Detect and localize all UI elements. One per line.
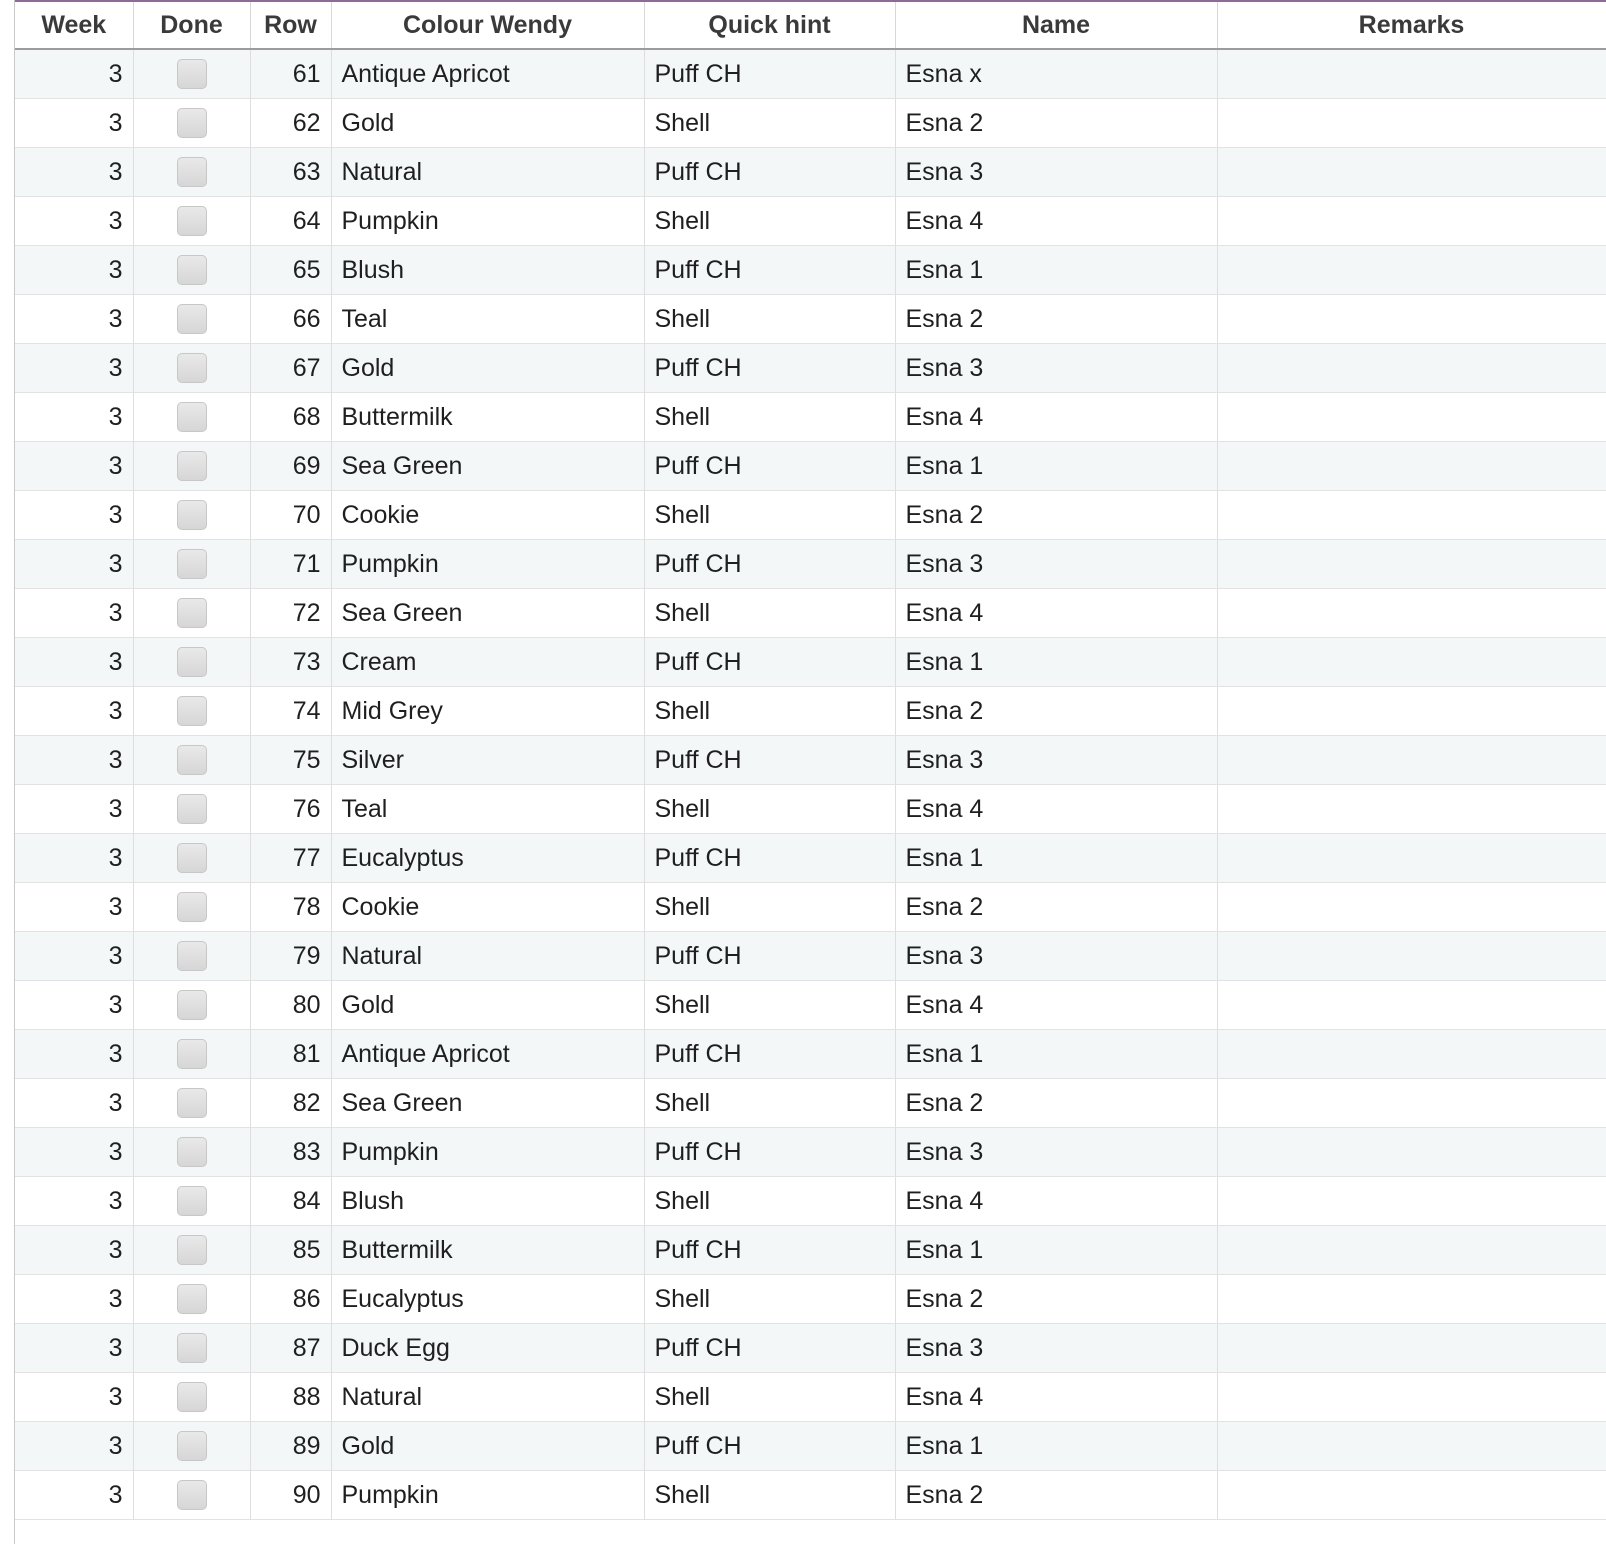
done-cell[interactable] — [133, 295, 250, 344]
colour-cell[interactable]: Buttermilk — [331, 393, 644, 442]
quick-hint-cell[interactable]: Shell — [644, 393, 895, 442]
column-header-name[interactable]: Name — [895, 2, 1217, 49]
name-cell[interactable]: Esna 4 — [895, 981, 1217, 1030]
done-cell[interactable] — [133, 1373, 250, 1422]
week-cell[interactable]: 3 — [15, 736, 133, 785]
done-checkbox[interactable] — [177, 1088, 207, 1118]
week-cell[interactable]: 3 — [15, 932, 133, 981]
name-cell[interactable]: Esna 2 — [895, 295, 1217, 344]
week-cell[interactable]: 3 — [15, 246, 133, 295]
colour-cell[interactable]: Pumpkin — [331, 1471, 644, 1520]
row-number-cell[interactable]: 87 — [250, 1324, 331, 1373]
done-cell[interactable] — [133, 49, 250, 99]
column-header-quick-hint[interactable]: Quick hint — [644, 2, 895, 49]
name-cell[interactable]: Esna 1 — [895, 1422, 1217, 1471]
row-number-cell[interactable]: 69 — [250, 442, 331, 491]
done-checkbox[interactable] — [177, 1235, 207, 1265]
name-cell[interactable]: Esna 4 — [895, 197, 1217, 246]
week-cell[interactable]: 3 — [15, 1079, 133, 1128]
quick-hint-cell[interactable]: Shell — [644, 1177, 895, 1226]
row-number-cell[interactable]: 80 — [250, 981, 331, 1030]
done-checkbox[interactable] — [177, 843, 207, 873]
done-cell[interactable] — [133, 148, 250, 197]
row-number-cell[interactable]: 68 — [250, 393, 331, 442]
name-cell[interactable]: Esna 4 — [895, 589, 1217, 638]
quick-hint-cell[interactable]: Shell — [644, 491, 895, 540]
done-cell[interactable] — [133, 99, 250, 148]
table-row — [15, 148, 1606, 197]
row-number-cell[interactable]: 83 — [250, 1128, 331, 1177]
remarks-cell[interactable] — [1217, 736, 1606, 785]
name-cell[interactable]: Esna 2 — [895, 883, 1217, 932]
week-cell[interactable]: 3 — [15, 148, 133, 197]
colour-cell[interactable]: Cream — [331, 638, 644, 687]
remarks-cell[interactable] — [1217, 344, 1606, 393]
table-row — [15, 197, 1606, 246]
colour-cell[interactable]: Natural — [331, 932, 644, 981]
name-cell[interactable]: Esna 4 — [895, 785, 1217, 834]
week-cell[interactable]: 3 — [15, 785, 133, 834]
done-checkbox[interactable] — [177, 451, 207, 481]
done-checkbox[interactable] — [177, 892, 207, 922]
name-cell[interactable]: Esna 2 — [895, 1471, 1217, 1520]
quick-hint-cell[interactable]: Puff CH — [644, 932, 895, 981]
done-checkbox[interactable] — [177, 598, 207, 628]
quick-hint-cell[interactable]: Shell — [644, 1373, 895, 1422]
week-cell[interactable]: 3 — [15, 1373, 133, 1422]
colour-cell[interactable]: Sea Green — [331, 442, 644, 491]
table-row — [15, 638, 1606, 687]
column-header-week[interactable]: Week — [15, 2, 133, 49]
row-number-cell[interactable]: 72 — [250, 589, 331, 638]
quick-hint-cell[interactable]: Puff CH — [644, 148, 895, 197]
week-cell[interactable]: 3 — [15, 883, 133, 932]
remarks-cell[interactable] — [1217, 589, 1606, 638]
quick-hint-cell[interactable]: Puff CH — [644, 736, 895, 785]
name-cell[interactable]: Esna 2 — [895, 491, 1217, 540]
done-cell[interactable] — [133, 540, 250, 589]
remarks-cell[interactable] — [1217, 540, 1606, 589]
remarks-cell[interactable] — [1217, 1324, 1606, 1373]
colour-cell[interactable]: Gold — [331, 99, 644, 148]
colour-cell[interactable]: Eucalyptus — [331, 834, 644, 883]
table-body — [15, 49, 1606, 1520]
remarks-cell[interactable] — [1217, 1373, 1606, 1422]
done-cell[interactable] — [133, 932, 250, 981]
row-number-cell[interactable]: 64 — [250, 197, 331, 246]
remarks-cell[interactable] — [1217, 638, 1606, 687]
done-cell[interactable] — [133, 687, 250, 736]
column-header-row[interactable]: Row — [250, 2, 331, 49]
remarks-cell[interactable] — [1217, 197, 1606, 246]
done-cell[interactable] — [133, 1128, 250, 1177]
row-number-cell[interactable]: 76 — [250, 785, 331, 834]
done-checkbox[interactable] — [177, 647, 207, 677]
column-header-remarks[interactable]: Remarks — [1217, 2, 1606, 49]
remarks-cell[interactable] — [1217, 246, 1606, 295]
name-cell[interactable]: Esna 4 — [895, 1177, 1217, 1226]
row-number-cell[interactable]: 75 — [250, 736, 331, 785]
table-row — [15, 785, 1606, 834]
done-checkbox[interactable] — [177, 1333, 207, 1363]
week-cell[interactable]: 3 — [15, 1471, 133, 1520]
table-row — [15, 491, 1606, 540]
name-cell[interactable]: Esna 3 — [895, 540, 1217, 589]
row-number-cell[interactable]: 79 — [250, 932, 331, 981]
row-number-cell[interactable]: 67 — [250, 344, 331, 393]
week-cell[interactable]: 3 — [15, 1128, 133, 1177]
colour-cell[interactable]: Natural — [331, 1373, 644, 1422]
table-row — [15, 981, 1606, 1030]
colour-cell[interactable]: Pumpkin — [331, 540, 644, 589]
week-cell[interactable]: 3 — [15, 540, 133, 589]
name-cell[interactable]: Esna 3 — [895, 344, 1217, 393]
week-cell[interactable]: 3 — [15, 1324, 133, 1373]
table-row — [15, 1030, 1606, 1079]
column-header-colour[interactable]: Colour Wendy — [331, 2, 644, 49]
spreadsheet-table — [15, 2, 1606, 1520]
remarks-cell[interactable] — [1217, 393, 1606, 442]
name-cell[interactable]: Esna 3 — [895, 1324, 1217, 1373]
name-cell[interactable]: Esna 2 — [895, 99, 1217, 148]
row-number-cell[interactable]: 86 — [250, 1275, 331, 1324]
remarks-cell[interactable] — [1217, 932, 1606, 981]
week-cell[interactable]: 3 — [15, 491, 133, 540]
colour-cell[interactable]: Buttermilk — [331, 1226, 644, 1275]
done-checkbox[interactable] — [177, 255, 207, 285]
week-cell[interactable]: 3 — [15, 295, 133, 344]
row-number-cell[interactable]: 66 — [250, 295, 331, 344]
table-row — [15, 442, 1606, 491]
table-row — [15, 1226, 1606, 1275]
remarks-cell[interactable] — [1217, 1226, 1606, 1275]
week-cell[interactable]: 3 — [15, 197, 133, 246]
done-cell[interactable] — [133, 1030, 250, 1079]
name-cell[interactable]: Esna 4 — [895, 1373, 1217, 1422]
done-cell[interactable] — [133, 589, 250, 638]
name-cell[interactable]: Esna 2 — [895, 687, 1217, 736]
done-cell[interactable] — [133, 1275, 250, 1324]
week-cell[interactable]: 3 — [15, 834, 133, 883]
row-number-cell[interactable]: 90 — [250, 1471, 331, 1520]
row-number-cell[interactable]: 73 — [250, 638, 331, 687]
week-cell[interactable]: 3 — [15, 1030, 133, 1079]
table-row — [15, 1471, 1606, 1520]
row-number-cell[interactable]: 84 — [250, 1177, 331, 1226]
quick-hint-cell[interactable]: Shell — [644, 687, 895, 736]
row-number-cell[interactable]: 71 — [250, 540, 331, 589]
done-checkbox[interactable] — [177, 402, 207, 432]
colour-cell[interactable]: Silver — [331, 736, 644, 785]
remarks-cell[interactable] — [1217, 834, 1606, 883]
name-cell[interactable]: Esna 1 — [895, 1226, 1217, 1275]
done-checkbox[interactable] — [177, 353, 207, 383]
row-number-cell[interactable]: 81 — [250, 1030, 331, 1079]
done-cell[interactable] — [133, 834, 250, 883]
done-checkbox[interactable] — [177, 1431, 207, 1461]
week-cell[interactable]: 3 — [15, 1422, 133, 1471]
week-cell[interactable]: 3 — [15, 589, 133, 638]
done-checkbox[interactable] — [177, 990, 207, 1020]
done-cell[interactable] — [133, 1471, 250, 1520]
quick-hint-cell[interactable]: Puff CH — [644, 1030, 895, 1079]
table-row — [15, 1128, 1606, 1177]
row-number-cell[interactable]: 85 — [250, 1226, 331, 1275]
done-cell[interactable] — [133, 442, 250, 491]
done-checkbox[interactable] — [177, 108, 207, 138]
week-cell[interactable]: 3 — [15, 49, 133, 99]
name-cell[interactable]: Esna 1 — [895, 834, 1217, 883]
table-row — [15, 736, 1606, 785]
table-row — [15, 246, 1606, 295]
done-cell[interactable] — [133, 1226, 250, 1275]
done-checkbox[interactable] — [177, 59, 207, 89]
colour-cell[interactable]: Pumpkin — [331, 197, 644, 246]
done-cell[interactable] — [133, 1079, 250, 1128]
colour-cell[interactable]: Teal — [331, 295, 644, 344]
colour-cell[interactable]: Cookie — [331, 883, 644, 932]
colour-cell[interactable]: Antique Apricot — [331, 1030, 644, 1079]
table-row — [15, 1373, 1606, 1422]
name-cell[interactable]: Esna 1 — [895, 1030, 1217, 1079]
quick-hint-cell[interactable]: Puff CH — [644, 442, 895, 491]
table-row — [15, 932, 1606, 981]
week-cell[interactable]: 3 — [15, 393, 133, 442]
remarks-cell[interactable] — [1217, 1128, 1606, 1177]
table-row — [15, 295, 1606, 344]
row-number-cell[interactable]: 74 — [250, 687, 331, 736]
remarks-cell[interactable] — [1217, 442, 1606, 491]
row-number-cell[interactable]: 65 — [250, 246, 331, 295]
done-cell[interactable] — [133, 197, 250, 246]
colour-cell[interactable]: Eucalyptus — [331, 1275, 644, 1324]
name-cell[interactable]: Esna 2 — [895, 1275, 1217, 1324]
colour-cell[interactable]: Teal — [331, 785, 644, 834]
remarks-cell[interactable] — [1217, 1079, 1606, 1128]
done-cell[interactable] — [133, 393, 250, 442]
done-checkbox[interactable] — [177, 304, 207, 334]
colour-cell[interactable]: Blush — [331, 1177, 644, 1226]
done-cell[interactable] — [133, 638, 250, 687]
done-checkbox[interactable] — [177, 745, 207, 775]
row-number-cell[interactable]: 78 — [250, 883, 331, 932]
row-number-cell[interactable]: 89 — [250, 1422, 331, 1471]
name-cell[interactable]: Esna 3 — [895, 932, 1217, 981]
remarks-cell[interactable] — [1217, 99, 1606, 148]
quick-hint-cell[interactable]: Puff CH — [644, 540, 895, 589]
colour-cell[interactable]: Pumpkin — [331, 1128, 644, 1177]
quick-hint-cell[interactable]: Shell — [644, 883, 895, 932]
quick-hint-cell[interactable]: Puff CH — [644, 1422, 895, 1471]
name-cell[interactable]: Esna 4 — [895, 393, 1217, 442]
done-cell[interactable] — [133, 1422, 250, 1471]
quick-hint-cell[interactable]: Puff CH — [644, 834, 895, 883]
colour-cell[interactable]: Duck Egg — [331, 1324, 644, 1373]
colour-cell[interactable]: Blush — [331, 246, 644, 295]
name-cell[interactable]: Esna 3 — [895, 1128, 1217, 1177]
header-row — [15, 2, 1606, 49]
name-cell[interactable]: Esna 3 — [895, 736, 1217, 785]
quick-hint-cell[interactable]: Puff CH — [644, 1226, 895, 1275]
done-checkbox[interactable] — [177, 549, 207, 579]
quick-hint-cell[interactable]: Shell — [644, 99, 895, 148]
table-row — [15, 1079, 1606, 1128]
row-number-cell[interactable]: 70 — [250, 491, 331, 540]
done-cell[interactable] — [133, 736, 250, 785]
quick-hint-cell[interactable]: Puff CH — [644, 638, 895, 687]
done-checkbox[interactable] — [177, 1382, 207, 1412]
done-checkbox[interactable] — [177, 1480, 207, 1510]
quick-hint-cell[interactable]: Puff CH — [644, 1324, 895, 1373]
colour-cell[interactable]: Gold — [331, 1422, 644, 1471]
quick-hint-cell[interactable]: Puff CH — [644, 49, 895, 99]
week-cell[interactable]: 3 — [15, 638, 133, 687]
done-checkbox[interactable] — [177, 1039, 207, 1069]
remarks-cell[interactable] — [1217, 981, 1606, 1030]
week-cell[interactable]: 3 — [15, 981, 133, 1030]
done-cell[interactable] — [133, 1177, 250, 1226]
name-cell[interactable]: Esna 1 — [895, 442, 1217, 491]
quick-hint-cell[interactable]: Shell — [644, 1471, 895, 1520]
name-cell[interactable]: Esna 1 — [895, 638, 1217, 687]
remarks-cell[interactable] — [1217, 49, 1606, 99]
colour-cell[interactable]: Gold — [331, 981, 644, 1030]
row-number-cell[interactable]: 62 — [250, 99, 331, 148]
quick-hint-cell[interactable]: Puff CH — [644, 1128, 895, 1177]
remarks-cell[interactable] — [1217, 1177, 1606, 1226]
quick-hint-cell[interactable]: Shell — [644, 1079, 895, 1128]
remarks-cell[interactable] — [1217, 1471, 1606, 1520]
quick-hint-cell[interactable]: Shell — [644, 589, 895, 638]
week-cell[interactable]: 3 — [15, 687, 133, 736]
remarks-cell[interactable] — [1217, 1422, 1606, 1471]
quick-hint-cell[interactable]: Puff CH — [644, 344, 895, 393]
quick-hint-cell[interactable]: Shell — [644, 197, 895, 246]
column-header-done[interactable]: Done — [133, 2, 250, 49]
table-row — [15, 393, 1606, 442]
colour-cell[interactable]: Antique Apricot — [331, 49, 644, 99]
done-checkbox[interactable] — [177, 941, 207, 971]
remarks-cell[interactable] — [1217, 883, 1606, 932]
done-checkbox[interactable] — [177, 206, 207, 236]
table-row — [15, 540, 1606, 589]
week-cell[interactable]: 3 — [15, 1177, 133, 1226]
remarks-cell[interactable] — [1217, 148, 1606, 197]
table-row — [15, 687, 1606, 736]
done-checkbox[interactable] — [177, 1137, 207, 1167]
name-cell[interactable]: Esna 3 — [895, 148, 1217, 197]
table-row — [15, 1422, 1606, 1471]
remarks-cell[interactable] — [1217, 1030, 1606, 1079]
name-cell[interactable]: Esna 1 — [895, 246, 1217, 295]
row-number-cell[interactable]: 61 — [250, 49, 331, 99]
done-checkbox[interactable] — [177, 696, 207, 726]
done-cell[interactable] — [133, 981, 250, 1030]
table-row — [15, 99, 1606, 148]
name-cell[interactable]: Esna x — [895, 49, 1217, 99]
colour-cell[interactable]: Natural — [331, 148, 644, 197]
done-cell[interactable] — [133, 344, 250, 393]
done-checkbox[interactable] — [177, 500, 207, 530]
row-number-cell[interactable]: 82 — [250, 1079, 331, 1128]
colour-cell[interactable]: Sea Green — [331, 1079, 644, 1128]
table-row — [15, 834, 1606, 883]
table-row — [15, 1324, 1606, 1373]
week-cell[interactable]: 3 — [15, 442, 133, 491]
quick-hint-cell[interactable]: Puff CH — [644, 246, 895, 295]
table-row — [15, 883, 1606, 932]
table-row — [15, 344, 1606, 393]
remarks-cell[interactable] — [1217, 295, 1606, 344]
remarks-cell[interactable] — [1217, 687, 1606, 736]
quick-hint-cell[interactable]: Shell — [644, 981, 895, 1030]
colour-cell[interactable]: Mid Grey — [331, 687, 644, 736]
done-cell[interactable] — [133, 785, 250, 834]
done-cell[interactable] — [133, 491, 250, 540]
colour-cell[interactable]: Sea Green — [331, 589, 644, 638]
row-number-cell[interactable]: 88 — [250, 1373, 331, 1422]
table-row — [15, 1177, 1606, 1226]
done-checkbox[interactable] — [177, 157, 207, 187]
remarks-cell[interactable] — [1217, 1275, 1606, 1324]
week-cell[interactable]: 3 — [15, 1226, 133, 1275]
remarks-cell[interactable] — [1217, 491, 1606, 540]
done-cell[interactable] — [133, 246, 250, 295]
done-cell[interactable] — [133, 1324, 250, 1373]
done-cell[interactable] — [133, 883, 250, 932]
table-row — [15, 589, 1606, 638]
done-checkbox[interactable] — [177, 1186, 207, 1216]
row-number-cell[interactable]: 77 — [250, 834, 331, 883]
week-cell[interactable]: 3 — [15, 344, 133, 393]
done-checkbox[interactable] — [177, 1284, 207, 1314]
remarks-cell[interactable] — [1217, 785, 1606, 834]
table-row — [15, 49, 1606, 99]
table-row — [15, 1275, 1606, 1324]
quick-hint-cell[interactable]: Shell — [644, 295, 895, 344]
done-checkbox[interactable] — [177, 794, 207, 824]
name-cell[interactable]: Esna 2 — [895, 1079, 1217, 1128]
colour-cell[interactable]: Gold — [331, 344, 644, 393]
colour-cell[interactable]: Cookie — [331, 491, 644, 540]
quick-hint-cell[interactable]: Shell — [644, 1275, 895, 1324]
row-number-cell[interactable]: 63 — [250, 148, 331, 197]
week-cell[interactable]: 3 — [15, 99, 133, 148]
quick-hint-cell[interactable]: Shell — [644, 785, 895, 834]
week-cell[interactable]: 3 — [15, 1275, 133, 1324]
